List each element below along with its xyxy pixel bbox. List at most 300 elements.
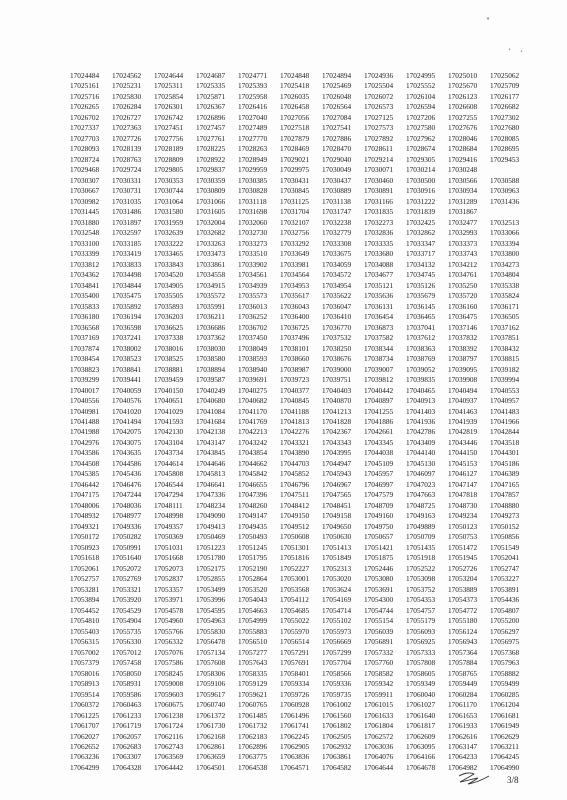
- table-cell: 17025335: [196, 81, 226, 91]
- table-cell: 17025161: [70, 81, 100, 91]
- table-cell: 17034558: [196, 270, 226, 280]
- table-cell: 17036725: [280, 322, 310, 332]
- table-row: [70, 144, 532, 154]
- table-cell: 17034844: [112, 280, 142, 290]
- table-cell: 17051816: [280, 553, 310, 563]
- table-cell: 17050469: [196, 532, 226, 542]
- table-cell: 17037612: [406, 333, 436, 343]
- table-row: [70, 511, 532, 521]
- table-cell: 17048977: [112, 511, 142, 521]
- table-cell: 17030214: [406, 165, 436, 175]
- table-cell: 17033510: [238, 249, 268, 259]
- table-row: [70, 490, 532, 500]
- table-cell: 17030500: [406, 175, 436, 185]
- table-cell: 17047165: [490, 479, 520, 489]
- table-cell: 17050856: [490, 532, 520, 542]
- table-cell: 17035893: [154, 301, 184, 311]
- table-cell: 17062683: [112, 742, 142, 751]
- table-cell: 17039723: [280, 375, 310, 385]
- table-cell: 17027255: [448, 112, 478, 122]
- table-cell: 17042844: [490, 427, 520, 437]
- table-cell: 17050608: [280, 532, 310, 542]
- table-cell: 17033812: [70, 259, 100, 269]
- table-cell: 17033833: [112, 259, 142, 269]
- table-cell: 17055735: [112, 626, 142, 636]
- table-cell: 17031486: [112, 207, 142, 217]
- table-cell: 17031222: [406, 196, 436, 206]
- table-row: [70, 679, 532, 689]
- table-row: [70, 365, 532, 375]
- table-cell: 17057586: [154, 658, 184, 668]
- table-cell: 17056478: [196, 637, 226, 647]
- table-row: [70, 585, 532, 595]
- table-row: [70, 543, 532, 553]
- table-cell: 17047663: [406, 490, 436, 500]
- table-cell: 17058245: [154, 668, 184, 678]
- table-cell: 17045436: [112, 469, 142, 479]
- table-cell: 17024771: [238, 71, 268, 80]
- table-cell: 17064678: [406, 762, 436, 772]
- table-cell: 17057002: [70, 647, 100, 657]
- table-cell: 17063307: [112, 752, 142, 762]
- table-cell: 17056093: [406, 626, 436, 636]
- table-cell: 17059499: [490, 679, 520, 689]
- table-cell: 17025854: [154, 91, 184, 101]
- table-cell: 17059735: [322, 689, 352, 699]
- table-cell: 17044508: [70, 458, 100, 468]
- table-cell: 17043854: [238, 448, 268, 458]
- table-cell: 17030845: [280, 186, 310, 196]
- table-cell: 17031880: [70, 217, 100, 227]
- table-cell: 17063659: [196, 752, 226, 762]
- table-cell: 17049273: [490, 511, 520, 521]
- table-cell: 17029724: [112, 165, 142, 175]
- table-cell: 17031064: [154, 196, 184, 206]
- table-cell: 17049163: [406, 511, 436, 521]
- table-cell: 17028949: [238, 154, 268, 164]
- table-cell: 17036160: [448, 301, 478, 311]
- table-cell: 17054373: [448, 595, 478, 605]
- table-cell: 17048006: [70, 500, 100, 510]
- table-cell: 17048932: [70, 511, 100, 521]
- table-cell: 17062905: [280, 742, 310, 751]
- table-cell: 17045109: [364, 458, 394, 468]
- table-cell: 17062057: [112, 731, 142, 741]
- table-row: [70, 669, 532, 679]
- table-cell: 17042130: [154, 427, 184, 437]
- table-cell: 17025311: [154, 81, 183, 91]
- table-cell: 17045842: [238, 469, 268, 479]
- table-cell: 17035833: [70, 301, 100, 311]
- table-cell: 17053752: [406, 584, 436, 594]
- table-cell: 17040981: [70, 406, 100, 416]
- table-cell: 17039299: [70, 375, 100, 385]
- table-cell: 17054757: [406, 605, 436, 615]
- table-cell: 17052072: [112, 563, 142, 573]
- table-cell: 17054595: [196, 605, 226, 615]
- table-cell: 17036873: [364, 322, 394, 332]
- table-row: [70, 480, 532, 490]
- table-cell: 17054169: [322, 595, 352, 605]
- table-cell: 17059342: [364, 679, 394, 689]
- table-cell: 17039908: [448, 375, 478, 385]
- table-cell: 17033185: [112, 238, 142, 248]
- table-cell: 17056297: [490, 626, 520, 636]
- table-cell: 17044662: [238, 458, 268, 468]
- table-cell: 17057291: [280, 647, 310, 657]
- table-cell: 17049321: [70, 521, 100, 531]
- table-cell: 17035991: [196, 301, 226, 311]
- table-cell: 17062505: [322, 731, 352, 741]
- table-cell: 17053001: [280, 574, 310, 584]
- table-cell: 17039691: [238, 375, 268, 385]
- table-cell: 17058765: [448, 668, 478, 678]
- table-cell: 17025709: [490, 81, 520, 91]
- table-cell: 17061204: [490, 700, 520, 710]
- table-cell: 17062652: [70, 742, 100, 751]
- table-cell: 17029453: [490, 154, 520, 164]
- table-cell: 17040845: [280, 396, 310, 406]
- table-cell: 17027879: [280, 133, 310, 143]
- table-cell: 17059617: [196, 689, 226, 699]
- table-cell: 17039751: [322, 375, 352, 385]
- table-cell: 17050709: [406, 532, 436, 542]
- table-cell: 17043242: [238, 437, 268, 447]
- table-cell: 17042075: [112, 427, 142, 437]
- table-cell: 17037832: [448, 333, 478, 343]
- table-cell: 17062245: [280, 731, 310, 741]
- table-cell: 17052073: [154, 563, 184, 573]
- table-cell: 17051640: [112, 553, 142, 563]
- table-cell: 17033902: [238, 259, 268, 269]
- table-cell: 17040680: [196, 396, 226, 406]
- table-cell: 17033717: [406, 249, 436, 259]
- table-row: [70, 281, 532, 291]
- table-cell: 17056332: [154, 637, 184, 647]
- table-cell: 17052726: [448, 563, 478, 573]
- table-cell: 17052446: [364, 563, 394, 573]
- table-cell: 17058882: [490, 668, 520, 678]
- table-cell: 17047579: [364, 490, 394, 500]
- table-cell: 17028263: [238, 144, 268, 154]
- table-cell: 17057134: [196, 647, 226, 657]
- table-cell: 17063036: [364, 742, 394, 751]
- table-cell: 17040150: [154, 385, 184, 395]
- table-cell: 17031580: [154, 207, 184, 217]
- table-cell: 17047175: [70, 490, 100, 500]
- table-cell: 17058605: [406, 668, 436, 678]
- table-cell: 17036145: [406, 301, 436, 311]
- table-cell: 17036454: [364, 312, 394, 322]
- table-cell: 17040275: [238, 385, 268, 395]
- table-cell: 17041828: [322, 416, 352, 426]
- table-row: [70, 438, 532, 448]
- table-cell: 17025552: [406, 81, 436, 91]
- table-row: [70, 606, 532, 616]
- table-cell: 17027580: [406, 123, 436, 133]
- table-row: [70, 627, 532, 637]
- table-cell: 17033473: [196, 249, 226, 259]
- table-cell: 17036505: [490, 312, 520, 322]
- table-cell: 17060463: [112, 700, 142, 710]
- table-cell: 17057808: [406, 658, 436, 668]
- table-cell: 17036252: [238, 312, 268, 322]
- table-cell: 17028922: [196, 154, 226, 164]
- table-cell: 17036180: [70, 312, 100, 322]
- table-cell: 17044614: [154, 458, 184, 468]
- table-cell: 17043890: [280, 448, 310, 458]
- table-row: [70, 218, 532, 228]
- table-cell: 17061804: [364, 721, 394, 731]
- table-cell: 17064233: [448, 752, 478, 762]
- table-cell: 17037362: [196, 333, 226, 343]
- table-cell: 17063836: [280, 752, 310, 762]
- table-row: [70, 501, 532, 511]
- table-cell: 17032597: [112, 228, 142, 238]
- table-row: [70, 333, 532, 343]
- table-cell: 17056315: [70, 637, 100, 647]
- table-cell: 17031959: [154, 217, 184, 227]
- table-cell: 17057884: [448, 658, 478, 668]
- table-cell: 17034362: [70, 270, 100, 280]
- table-cell: [490, 165, 532, 175]
- table-cell: 17050657: [364, 532, 394, 542]
- table-cell: 17029416: [448, 154, 478, 164]
- table-cell: 17032425: [406, 217, 436, 227]
- table-cell: 17034520: [154, 270, 184, 280]
- table-cell: 17060040: [406, 689, 436, 699]
- roll-number-table: [70, 71, 532, 773]
- table-cell: 17052041: [490, 553, 520, 563]
- table-cell: 17027573: [364, 123, 394, 133]
- table-cell: 17063095: [406, 742, 436, 751]
- table-cell: 17046641: [196, 479, 226, 489]
- table-cell: 17058050: [112, 668, 142, 678]
- table-cell: 17059449: [448, 679, 478, 689]
- table-cell: 17034841: [70, 280, 100, 290]
- table-cell: 17060285: [490, 689, 520, 699]
- table-cell: 17061027: [406, 700, 436, 710]
- table-cell: 17027489: [238, 123, 268, 133]
- table-cell: 17048998: [154, 511, 184, 521]
- table-cell: 17063861: [322, 752, 352, 762]
- table-cell: 17040442: [364, 385, 394, 395]
- table-cell: 17038894: [196, 364, 226, 374]
- table-cell: 17064166: [406, 752, 436, 762]
- table-cell: 17049357: [154, 521, 184, 531]
- table-cell: 17033308: [322, 238, 352, 248]
- table-cell: 17033066: [490, 228, 520, 238]
- table-cell: 17057333: [406, 647, 436, 657]
- table-cell: 17031704: [280, 207, 310, 217]
- table-cell: 17031897: [112, 217, 142, 227]
- table-cell: 17059336: [322, 679, 352, 689]
- table-cell: 17052313: [322, 563, 352, 573]
- table-cell: 17052769: [112, 574, 142, 584]
- table-cell: 17025871: [196, 91, 226, 101]
- table-cell: 17049650: [322, 521, 352, 531]
- table-cell: 17030353: [154, 175, 184, 185]
- table-cell: 17059129: [238, 679, 268, 689]
- table-cell: 17051780: [196, 553, 226, 563]
- table-cell: 17036043: [280, 301, 310, 311]
- table-cell: 17025010: [448, 71, 478, 80]
- table-cell: 17063211: [490, 742, 519, 751]
- table-cell: 17053357: [154, 584, 184, 594]
- table-cell: 17028189: [154, 144, 184, 154]
- table-cell: 17061496: [280, 710, 310, 720]
- table-cell: 17041936: [406, 416, 436, 426]
- table-cell: 17037496: [280, 333, 310, 343]
- table-cell: 17051549: [490, 542, 520, 552]
- table-cell: 17041488: [70, 416, 100, 426]
- table-cell: 17047857: [490, 490, 520, 500]
- table-cell: 17049234: [448, 511, 478, 521]
- table-row: [70, 574, 532, 584]
- table-cell: 17043147: [196, 437, 226, 447]
- table-cell: 17047511: [280, 490, 309, 500]
- table-cell: 17055022: [280, 616, 310, 626]
- table-row: [70, 375, 532, 385]
- table-cell: 17057643: [238, 658, 268, 668]
- table-cell: 17057364: [448, 647, 478, 657]
- table-cell: 17057691: [280, 658, 310, 668]
- table-cell: 17031289: [448, 196, 478, 206]
- table-cell: 17054300: [364, 595, 394, 605]
- table-cell: 17036702: [238, 322, 268, 332]
- table-cell: 17032238: [322, 217, 352, 227]
- table-cell: 17038580: [196, 354, 226, 364]
- table-cell: 17055179: [406, 616, 436, 626]
- table-cell: 17038987: [280, 364, 310, 374]
- table-cell: 17036203: [154, 312, 184, 322]
- table-cell: 17034564: [280, 270, 310, 280]
- table-cell: 17038523: [112, 354, 142, 364]
- table-cell: 17047294: [154, 490, 184, 500]
- table-cell: 17026742: [154, 112, 184, 122]
- table-cell: 17026284: [112, 102, 142, 112]
- table-cell: 17035338: [490, 280, 520, 290]
- table-cell: 17064571: [280, 762, 310, 772]
- table-cell: 17026048: [322, 91, 352, 101]
- table-row: [70, 648, 532, 658]
- table-cell: 17054960: [154, 616, 184, 626]
- table-cell: 17053080: [364, 574, 394, 584]
- table-cell: 17033843: [154, 259, 184, 269]
- table-cell: 17050282: [112, 532, 142, 542]
- table-cell: 17037241: [112, 333, 142, 343]
- table-row: [70, 123, 532, 133]
- table-cell: 17058913: [70, 679, 100, 689]
- table-cell: 17061238: [154, 710, 184, 720]
- table-cell: 17054685: [280, 605, 310, 615]
- table-cell: 17062629: [490, 731, 520, 741]
- table-cell: 17055970: [280, 626, 310, 636]
- table-cell: 17030982: [70, 196, 100, 206]
- table-cell: 17030828: [238, 186, 268, 196]
- table-cell: 17063147: [448, 742, 478, 751]
- table-cell: 17027680: [490, 123, 520, 133]
- table-row: [70, 239, 532, 249]
- table-cell: 17036047: [322, 301, 352, 311]
- table-cell: 17026896: [196, 112, 226, 122]
- table-cell: 17056925: [406, 637, 436, 647]
- table-cell: 17043343: [322, 437, 352, 447]
- table-cell: 17041684: [196, 416, 226, 426]
- table-cell: 17040494: [448, 385, 478, 395]
- table-cell: 17054529: [112, 605, 142, 615]
- table-cell: 17053281: [70, 584, 100, 594]
- table-cell: 17026727: [112, 112, 142, 122]
- table-cell: 17051668: [154, 553, 184, 563]
- table-row: [70, 417, 532, 427]
- table-row: [70, 616, 532, 626]
- table-cell: 17035475: [112, 291, 142, 301]
- table-cell: 17038030: [196, 343, 226, 353]
- table-cell: 17039812: [364, 375, 394, 385]
- table-cell: 17029305: [406, 154, 436, 164]
- table-cell: 17061730: [196, 721, 226, 731]
- table-cell: 17061633: [364, 710, 394, 720]
- table-cell: 17038660: [280, 354, 310, 364]
- table-cell: 17055883: [238, 626, 268, 636]
- table-cell: 17025830: [112, 91, 142, 101]
- table-cell: 17049435: [238, 521, 268, 531]
- table-cell: 17028470: [322, 144, 352, 154]
- table-cell: 17043409: [406, 437, 436, 447]
- table-cell: 17046476: [112, 479, 142, 489]
- table-cell: 17043586: [70, 448, 100, 458]
- table-cell: 17026564: [322, 102, 352, 112]
- table-cell: 17036410: [322, 312, 352, 322]
- table-cell: 17027518: [280, 123, 310, 133]
- table-cell: 17026035: [280, 91, 310, 101]
- table-cell: 17063236: [70, 752, 100, 762]
- table-cell: 17035572: [196, 291, 226, 301]
- table-cell: 17061802: [322, 721, 352, 731]
- table-cell: 17048730: [448, 500, 478, 510]
- table-cell: 17041255: [364, 406, 394, 416]
- table-cell: 17038454: [70, 354, 100, 364]
- table-cell: 17053894: [70, 595, 100, 605]
- table-cell: 17061015: [364, 700, 394, 710]
- table-cell: 17030331: [112, 175, 142, 185]
- table-cell: 17047147: [448, 479, 478, 489]
- table-cell: 17042138: [196, 427, 226, 437]
- table-row: [70, 291, 532, 301]
- table-cell: 17028724: [70, 154, 100, 164]
- table-cell: 17039441: [112, 375, 142, 385]
- table-cell: 17051918: [406, 553, 436, 563]
- table-cell: 17053624: [322, 584, 352, 594]
- table-row: [70, 344, 532, 354]
- table-cell: 17042976: [70, 437, 100, 447]
- table-cell: 17055403: [70, 626, 100, 636]
- table-row: [70, 658, 532, 668]
- table-cell: 17029040: [322, 154, 352, 164]
- table-row: [70, 386, 532, 396]
- table-cell: 17051849: [322, 553, 352, 563]
- table-cell: 17045186: [490, 458, 520, 468]
- table-cell: 17034915: [196, 280, 226, 290]
- table-cell: 17052227: [280, 563, 310, 573]
- table-cell: 17051031: [154, 542, 184, 552]
- table-cell: 17062116: [154, 731, 183, 741]
- table-cell: 17031066: [196, 196, 226, 206]
- table-cell: 17026072: [364, 91, 394, 101]
- table-cell: 17058582: [364, 668, 394, 678]
- table-cell: 17057076: [154, 647, 184, 657]
